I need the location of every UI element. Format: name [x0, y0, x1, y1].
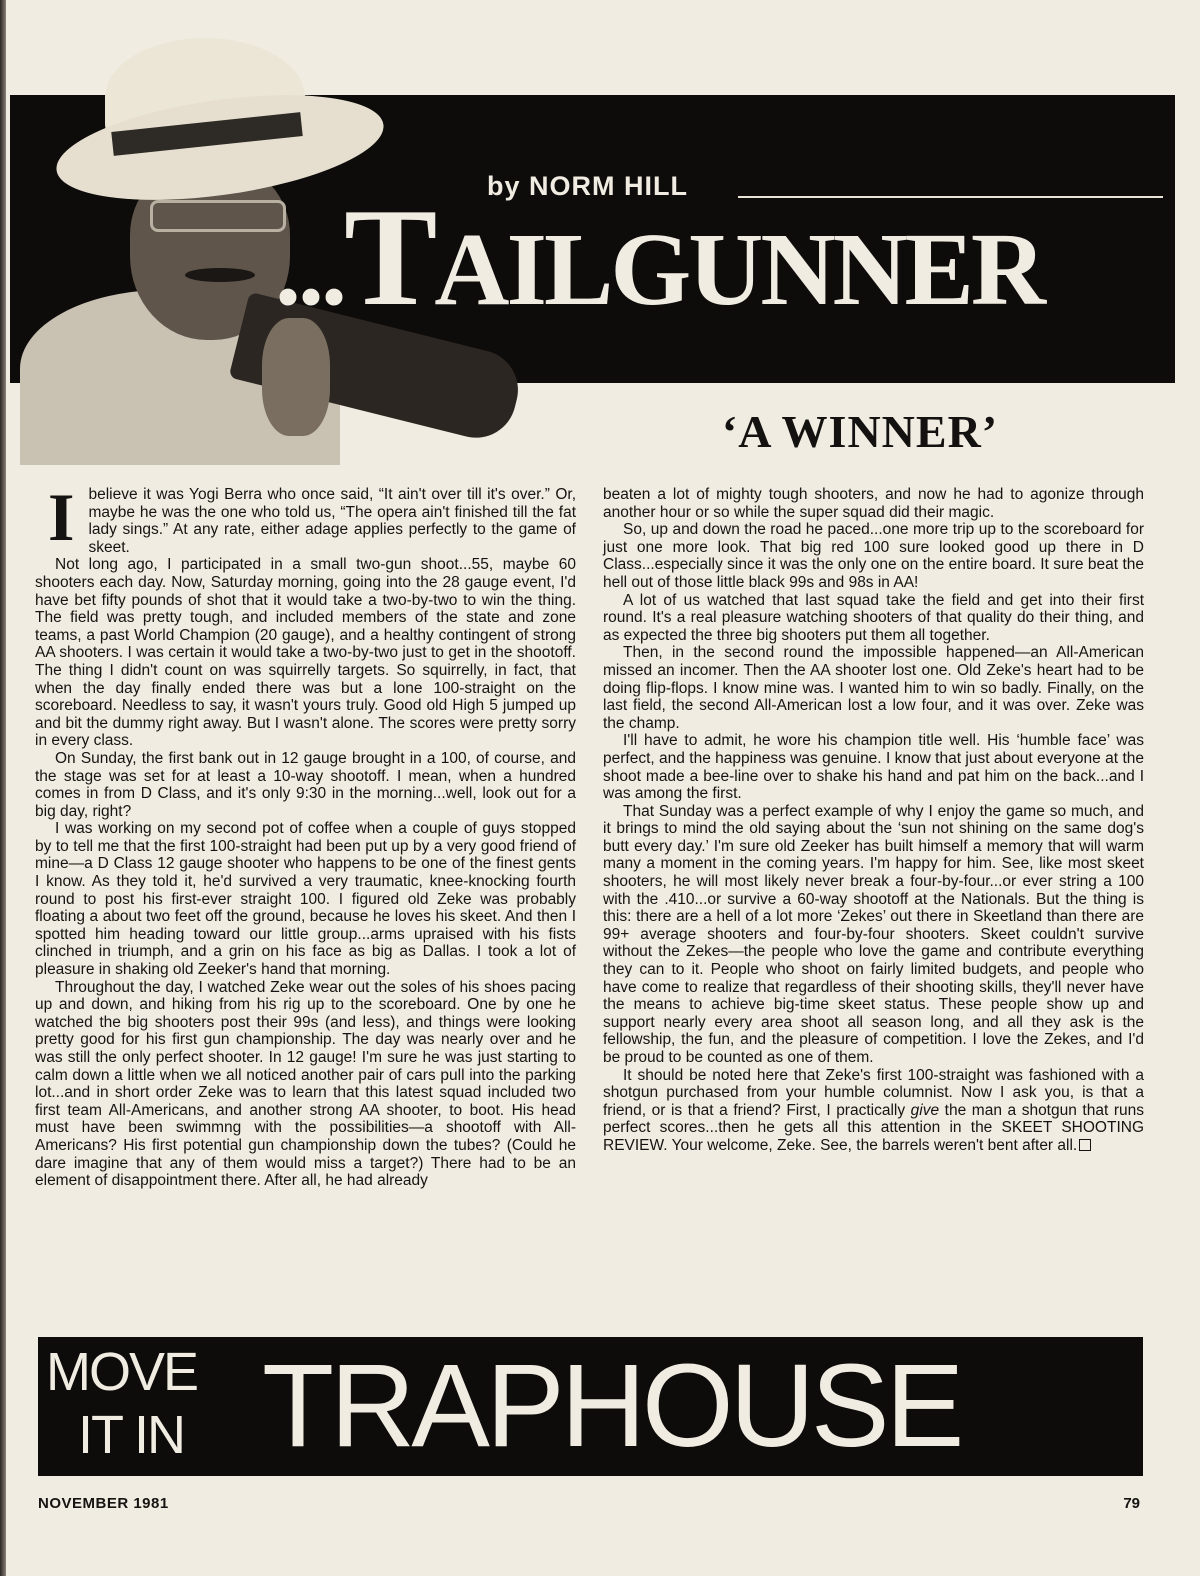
article-paragraph: On Sunday, the first bank out in 12 gauge brought in a 100, of course, and the stage was set for at least a 10-way shootoff. I mean, when a hundred comes in from D Class, and it's only 9:30 in the morning...well, look out for a big day, right? — [35, 749, 576, 820]
author-moustache — [185, 268, 255, 282]
ad-line-1: MOVE — [46, 1342, 198, 1402]
end-mark-icon — [1079, 1139, 1091, 1151]
page-number: 79 — [1123, 1495, 1140, 1512]
author-glasses — [150, 200, 286, 232]
author-hand — [262, 318, 330, 436]
article-paragraph: I'll have to admit, he wore his champion title well. His ‘humble face’ was perfect, and the happiness was genuine. I know that just about everyone at the shoot made a bee-line over to shake his hand and pat him on the back...and I was among the first. — [603, 732, 1144, 803]
ad-line-2: IT IN — [78, 1405, 185, 1465]
title-rest: AILGUNNER — [434, 212, 1044, 327]
article-paragraph — [35, 479, 576, 556]
article-column-1 — [35, 479, 576, 1190]
paragraph-text: believe it was Yogi Berra who once said, “It ain't over till it's over.” Or, maybe he was the one who told us, “The opera ain't finished till the fat lady sings.” At any rate, either adage applies perfectly to the game of skeet. — [88, 486, 576, 556]
article-paragraph: I was working on my second pot of coffee when a couple of guys stopped by to tell me that the first 100-straight had been put up by a very good friend of mine—a D Class 12 gauge shooter who happens to be one of the finest gents I know. As they told it, he'd survived a very traumatic, knee-knocking fourth round to post his first-ever straight 100. I figured old Zeke was probably floating a about two feet off the ground, because he loves his skeet. And then I spotted him heading toward our little group...arms upraised with his fists clinched in triumph, and a grin on his face as big as Dallas. I took a lot of pleasure in shaking old Zeeker's hand that morning. — [35, 820, 576, 979]
article-paragraph: That Sunday was a perfect example of why I enjoy the game so much, and it brings to mind the old saying about the ‘sun not shining on the same dog's butt every day.’ I'm sure old Zeeker has built himself a memory that will warm many a moment in the coming years. I'm happy for him. See, like most skeet shooters, he will most likely never break a four-by-four...or ever string a 100 with the .410...or survive a 60-way shootoff at the Nationals. But the thing is this: there are a hell of a lot more ‘Zekes’ out there in Skeetland than there are 99+ average shooters and four-by-four shooters. Skeet couldn't survive without the Zekes—the people who love the game and contribute everything they can to it. People who shoot on fairly limited budgets, and people who have come to realize that regardless of their shooting skills, they'll never have the means to achieve big-time skeet status. These people show up and support nearly every area shoot all season long, and all they ask is the fellowship, the fun, and the pleasure of competition. I love the Zekes, and I'd be proud to be counted as one of them. — [603, 802, 1144, 1066]
drop-cap: I — [48, 479, 75, 555]
article-column-2 — [603, 486, 1144, 1155]
byline-rule — [738, 196, 1163, 198]
title-ellipsis: ... — [275, 212, 344, 327]
byline: by NORM HILL — [487, 171, 688, 201]
title-initial: T — [344, 180, 435, 335]
article-paragraph-final — [603, 1067, 1144, 1155]
final-text-start: It should be noted here that Zeke's first 100-straight was fashioned with a shotgun purchased from your humble columnist. Now I ask you, is that a friend, or is that a friend? First, I practically — [603, 1066, 1144, 1119]
article-paragraph: Then, in the second round the impossible happened—an All-American missed an incomer. Then the AA shooter lost one. Old Zeke's heart had to be doing flip-flops. I know mine was. I wanted him to win so badly. Finally, on the last field, the second All-American lost a low four, and it was over. Zeke was the champ. — [603, 644, 1144, 732]
emphasis-word: give — [910, 1101, 940, 1119]
article-paragraph: So, up and down the road he paced...one more trip up to the scoreboard for just one more look. That big red 100 sure looked good up there in D Class...especially since it was the only one on the entire board. It sure beat the hell out of those little black 99s and 98s in AA! — [603, 521, 1144, 591]
article-paragraph: Not long ago, I participated in a small two-gun shoot...55, maybe 60 shooters each day. Now, Saturday morning, going into the 28 gauge event, I'd have bet fifty pounds of shot that it would take a two-by-two to win the thing. The field was pretty tough, and included members of the state and zone teams, a past World Champion (20 gauge), and a healthy contingent of strong AA shooters. I was certain it would take a two-by-two just to get in the shootoff. The thing I didn't count on was squirrelly targets. So squirrelly, in fact, that when the day finally ended there was but a lone 100-straight on the scoreboard. Needless to say, it wasn't yours truly. Good old High 5 jumped up and bit the dummy right away. But I wasn't alone. The scores were pretty sorry in every class. — [35, 556, 576, 750]
article-paragraph: Throughout the day, I watched Zeke wear out the soles of his shoes pacing up and down, and hiking from his rig up to the scoreboard. One by one he watched the big shooters post their 99s (and less), and things were looking pretty good for his first gun championship. The day was nearly over and he was still the only perfect shooter. In 12 gauge! I'm sure he was just starting to calm down a little when we all noticed another pair of cars pull into the parking lot...and in short order Zeke was to learn that this latest squad included two first team All-Americans, and another strong AA shooter, to boot. His head must have been swimmng with the possibilities—a shootoff with All-Americans? His first potential gun championship down the tubes? (Could he dare imagine that any of them would miss a target?) There had to be an element of disappointment there. After all, he had already — [35, 978, 576, 1190]
final-text-end: the man a shotgun that runs perfect scores...then he gets all this attention in the SKEET SHOOTING REVIEW. Your welcome, Zeke. See, the barrels weren't bent after all. — [603, 1101, 1144, 1154]
article-paragraph: beaten a lot of mighty tough shooters, and now he had to agonize through another hour or so while the super squad did their magic. — [603, 486, 1144, 521]
article-headline: ‘A WINNER’ — [721, 406, 999, 457]
article-paragraph: A lot of us watched that last squad take the field and get into their first round. It's a real pleasure watching shooters of that quality do their thing, and as expected the three big shooters put them all together. — [603, 591, 1144, 644]
issue-date: NOVEMBER 1981 — [38, 1495, 169, 1512]
ad-headline: TRAPHOUSE — [262, 1340, 961, 1472]
page-binding-edge — [0, 0, 6, 1576]
